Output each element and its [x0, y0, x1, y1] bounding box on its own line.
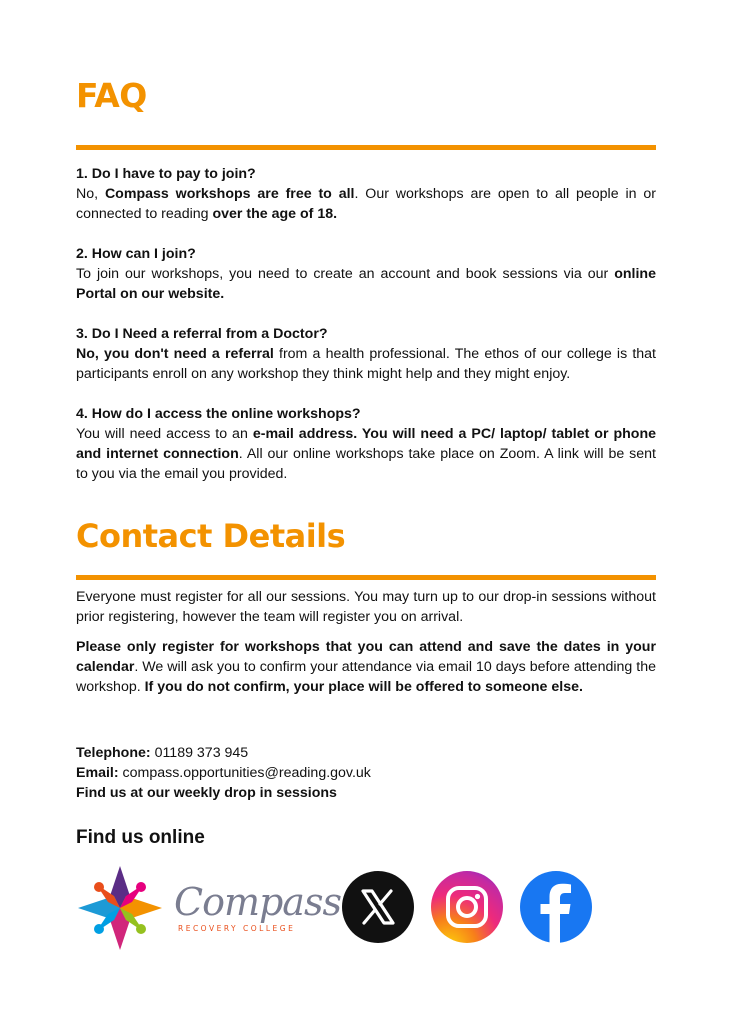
faq-answer — [76, 266, 656, 302]
telephone-label: Telephone: — [76, 745, 151, 761]
text-segment: If you do not confirm, your place will be offered to someone else. — [144, 679, 583, 695]
registration-paragraph: Everyone must register for all our sessions. You may turn up to our drop-in sessions without prior registering, however the team will register you on arrival. — [76, 589, 656, 625]
text-segment: To join our workshops, you need to create an account and book sessions via our — [76, 266, 615, 282]
faq-divider — [76, 145, 656, 150]
text-segment: . All our online workshops take place on Zoom. A link will be sent to you via the email you provided. — [76, 446, 656, 482]
x-icon[interactable] — [341, 870, 415, 944]
email-label: Email: — [76, 765, 119, 781]
text-segment: . We will ask you to confirm your attendance via email 10 days before attending the workshop. — [76, 659, 656, 695]
faq-answer — [76, 426, 656, 482]
text-segment: Please only register for workshops that you can attend and save the dates in your calendar — [76, 639, 656, 675]
faq-item — [76, 324, 656, 384]
text-segment: . Our workshops are open to all people in or connected to reading — [76, 186, 656, 222]
compass-subtitle: RECOVERY COLLEGE — [178, 924, 296, 933]
faq-question: 3. Do I Need a referral from a Doctor? — [76, 326, 328, 342]
text-segment: No, you don't need a referral — [76, 346, 274, 362]
text-segment: online Portal on our website. — [76, 266, 656, 302]
email-value[interactable]: compass.opportunities@reading.gov.uk — [122, 765, 371, 781]
facebook-icon[interactable] — [519, 870, 593, 944]
social-logos — [76, 862, 616, 957]
faq-question: 1. Do I have to pay to join? — [76, 166, 256, 182]
compass-wordmark — [174, 880, 341, 942]
contact-title: Contact Details — [76, 517, 346, 555]
text-segment: over the age of 18. — [212, 206, 338, 222]
faq-question: 4. How do I access the online workshops? — [76, 406, 361, 422]
drop-in-text: Find us at our weekly drop in sessions — [76, 785, 337, 801]
contact-details — [76, 743, 371, 803]
contact-section — [76, 587, 656, 707]
find-us-online-heading: Find us online — [76, 827, 205, 848]
telephone-row — [76, 743, 371, 763]
contact-divider — [76, 575, 656, 580]
drop-in-row — [76, 783, 371, 803]
text-segment: from a health professional. The ethos of our college is that participants enroll on any workshop they think might help and they might enjoy. — [76, 346, 656, 382]
faq-answer — [76, 346, 656, 382]
faq-question: 2. How can I join? — [76, 246, 196, 262]
email-row — [76, 763, 371, 783]
faq-list — [76, 164, 656, 504]
text-segment: e-mail address. You will need a PC/ laptop/ tablet or phone and internet connection — [76, 426, 657, 462]
attendance-paragraph — [76, 637, 656, 697]
faq-item — [76, 404, 656, 484]
compass-wordmark-text: Compass — [174, 880, 341, 924]
faq-item — [76, 244, 656, 304]
instagram-icon[interactable] — [430, 870, 504, 944]
faq-item — [76, 164, 656, 224]
faq-title: FAQ — [76, 76, 147, 115]
text-segment: Compass workshops are free to all — [104, 186, 355, 202]
faq-answer — [76, 186, 656, 222]
compass-star-icon[interactable] — [76, 864, 164, 952]
text-segment: No, — [76, 186, 105, 202]
telephone-value[interactable]: 01189 373 945 — [154, 745, 249, 761]
text-segment: You will need access to an — [76, 426, 253, 442]
